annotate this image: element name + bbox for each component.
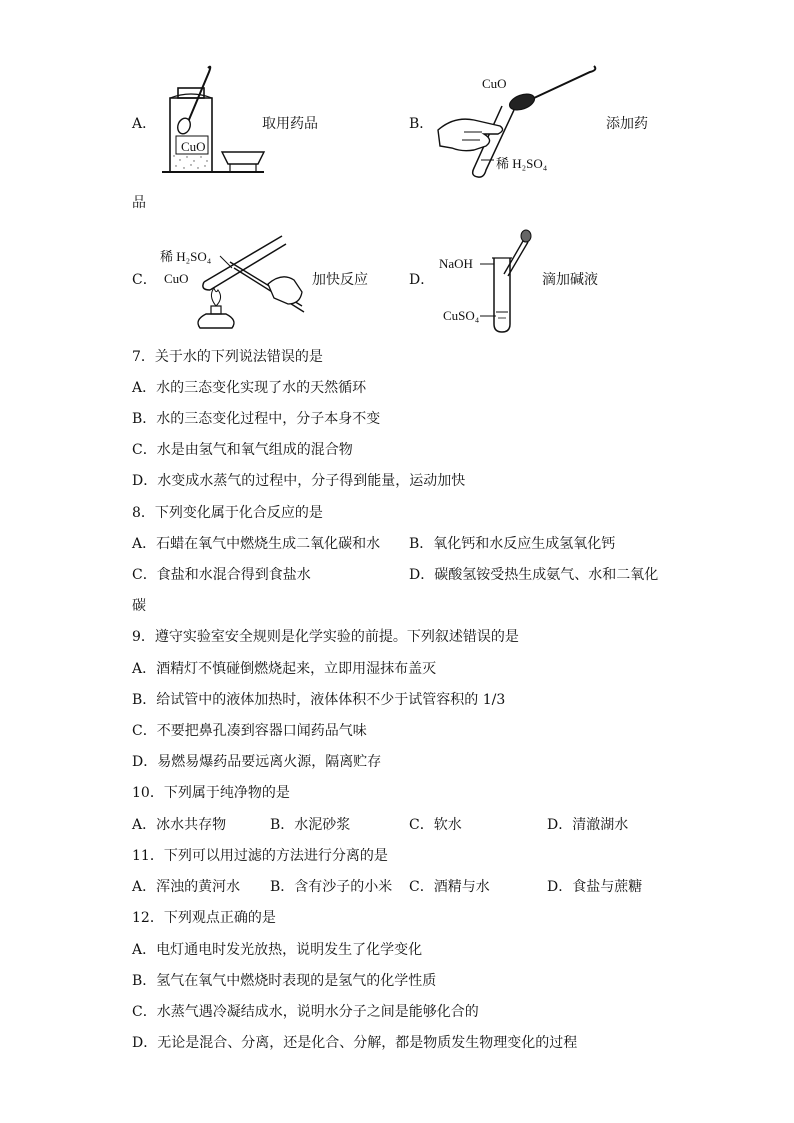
question-10-option-a: A．冰水共存物 — [132, 817, 227, 833]
question-10-option-b: B．水泥砂浆 — [270, 817, 351, 833]
figure-b-spoon-label: CuO — [482, 76, 507, 91]
question-12-option-c: C．水蒸气遇冷凝结成水，说明水分子之间是能够化合的 — [132, 1004, 479, 1020]
question-7-stem: 7．关于水的下列说法错误的是 — [132, 349, 323, 365]
question-9-option-a: A．酒精灯不慎碰倒燃烧起来，立即用湿抹布盖灭 — [132, 661, 437, 677]
question-11-option-b: B．含有沙子的小米 — [270, 879, 393, 895]
option-d-letter: D． — [409, 272, 435, 288]
question-12-stem: 12．下列观点正确的是 — [132, 910, 276, 926]
question-8-option-a: A．石蜡在氧气中燃烧生成二氧化碳和水 — [132, 536, 381, 552]
figure-b-tube-label: 稀 H₂SO₄ — [496, 156, 548, 171]
figure-d-tube-label: CuSO₄ — [443, 308, 480, 323]
question-8-option-b: B．氧化钙和水反应生成氢氧化钙 — [409, 536, 616, 552]
question-8-option-d: D．碳酸氢铵受热生成氨气、水和二氧化 — [409, 567, 659, 583]
figure-a-bottle-spatula — [160, 60, 270, 180]
option-b-caption-wrap: 品 — [132, 195, 146, 211]
question-8-stem: 8．下列变化属于化合反应的是 — [132, 505, 323, 521]
question-10-option-d: D．清澈湖水 — [547, 817, 629, 833]
figure-c-solid-label: CuO — [164, 271, 189, 286]
question-8-option-c: C．食盐和水混合得到食盐水 — [132, 567, 311, 583]
question-12-option-b: B．氢气在氧气中燃烧时表现的是氢气的化学性质 — [132, 973, 437, 989]
question-11-stem: 11．下列可以用过滤的方法进行分离的是 — [132, 848, 388, 864]
option-b-caption: 添加药 — [606, 116, 648, 132]
option-c-letter: C． — [132, 272, 157, 288]
figure-a-bottle-label: CuO — [181, 139, 206, 154]
question-7-option-a: A．水的三态变化实现了水的天然循环 — [132, 380, 367, 396]
question-7-option-b: B．水的三态变化过程中，分子本身不变 — [132, 411, 381, 427]
figure-c-acid-label: 稀 H₂SO₄ — [160, 249, 212, 264]
question-9-stem: 9．遵守实验室安全规则是化学实验的前提。下列叙述错误的是 — [132, 629, 519, 645]
question-8-option-d-wrap: 碳 — [132, 598, 146, 614]
question-12-option-d: D．无论是混合、分离，还是化合、分解，都是物质发生物理变化的过程 — [132, 1035, 578, 1051]
option-a-caption: 取用药品 — [262, 116, 318, 132]
option-d-caption: 滴加碱液 — [542, 272, 598, 288]
question-12-option-a: A．电灯通电时发光放热，说明发生了化学变化 — [132, 942, 423, 958]
option-b-letter: B． — [409, 116, 434, 132]
question-7-option-d: D．水变成水蒸气的过程中，分子得到能量，运动加快 — [132, 473, 466, 489]
figure-d-dropper-tube — [480, 228, 540, 334]
question-9-option-d: D．易燃易爆药品要远离火源，隔离贮存 — [132, 754, 382, 770]
question-11-option-a: A．浑浊的黄河水 — [132, 879, 241, 895]
question-11-option-c: C．酒精与水 — [409, 879, 490, 895]
question-9-option-b: B．给试管中的液体加热时，液体体积不少于试管容积的 1/3 — [132, 692, 506, 708]
option-c-caption: 加快反应 — [312, 272, 368, 288]
question-10-option-c: C．软水 — [409, 817, 462, 833]
figure-d-dropper-label: NaOH — [439, 256, 473, 271]
question-11-option-d: D．食盐与蔗糖 — [547, 879, 643, 895]
question-9-option-c: C．不要把鼻孔凑到容器口闻药品气味 — [132, 723, 367, 739]
question-10-stem: 10．下列属于纯净物的是 — [132, 785, 290, 801]
option-a-letter: A． — [132, 116, 157, 132]
question-7-option-c: C．水是由氢气和氧气组成的混合物 — [132, 442, 353, 458]
